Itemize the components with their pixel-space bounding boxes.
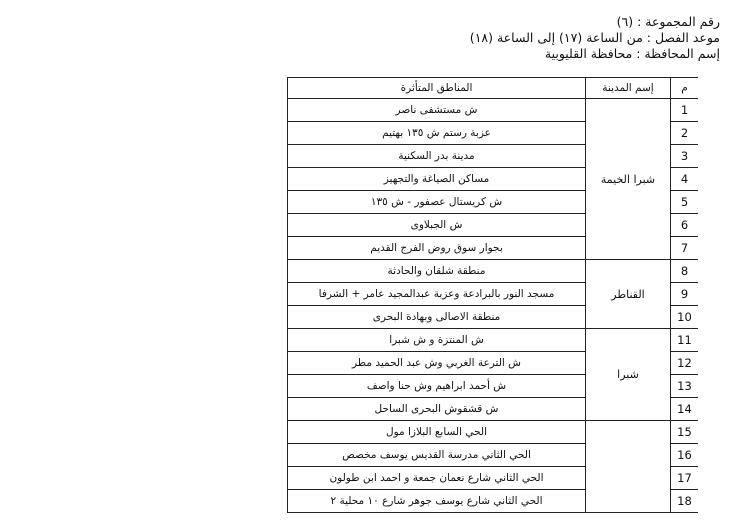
table-body (288, 99, 699, 513)
row-number: 1 (671, 99, 699, 122)
row-number: 16 (671, 444, 699, 467)
affected-area-cell: ش الترعة الغربي وش عبد الحميد مطر (288, 352, 586, 375)
city-cell: شبرا (586, 329, 671, 421)
row-number: 15 (671, 421, 699, 444)
affected-area-cell: مسجد النور بالبرادعة وعزبة عبدالمجيد عامر + الشرفا (288, 283, 586, 306)
city-cell: شبرا الخيمة (586, 99, 671, 260)
row-number: 13 (671, 375, 699, 398)
header-areas: المناطق المتأثرة (288, 78, 586, 99)
table-row (288, 329, 699, 352)
row-number: 8 (671, 260, 699, 283)
affected-area-cell: بجوار سوق روض الفرج القديم (288, 237, 586, 260)
affected-area-cell: الحي الثاني مدرسة القديس يوسف مخصص (288, 444, 586, 467)
affected-area-cell: الحي السابع البلازا مول (288, 421, 586, 444)
affected-area-cell: ش مستشفى ناصر (288, 99, 586, 122)
affected-area-cell: ش المنتزة و ش شبرا (288, 329, 586, 352)
affected-area-cell: الحي الثاني شارع يوسف جوهر شارع ١٠ محلية ٢ (288, 490, 586, 513)
table-header-row (288, 78, 699, 99)
affected-area-cell: عزبة رستم ش ١٣٥ بهتيم (288, 122, 586, 145)
city-cell (586, 421, 671, 513)
cut-time-line: موعد الفصل : من الساعة (١٧) إلى الساعة (١٨) (469, 30, 720, 45)
affected-areas-table-container (287, 77, 698, 530)
row-number: 18 (671, 490, 699, 513)
row-number: 4 (671, 168, 699, 191)
row-number: 2 (671, 122, 699, 145)
header-num: م (671, 78, 699, 99)
row-number: 7 (671, 237, 699, 260)
affected-area-cell: منطقة شلقان والحادثة (288, 260, 586, 283)
header-city: إسم المدينة (586, 78, 671, 99)
row-number: 5 (671, 191, 699, 214)
affected-areas-table (287, 77, 698, 513)
row-number: 12 (671, 352, 699, 375)
affected-area-cell: الحي الثاني شارع نعمان جمعة و احمد ابن طولون (288, 467, 586, 490)
affected-area-cell: مدينة بدر السكنية (288, 145, 586, 168)
table-row (288, 421, 699, 444)
row-number: 11 (671, 329, 699, 352)
affected-area-cell: مساكن الصياغة والتجهيز (288, 168, 586, 191)
affected-area-cell: ش قشقوش البحرى الساحل (288, 398, 586, 421)
governorate-line: إسم المحافظة : محافظة القليوبية (544, 46, 720, 61)
document-header (470, 14, 720, 62)
table-row (288, 99, 699, 122)
affected-area-cell: ش الجبلاوى (288, 214, 586, 237)
group-number-line: رقم المجموعة : (٦) (616, 14, 720, 29)
affected-area-cell: منطقة الاصالى وبهادة البحرى (288, 306, 586, 329)
row-number: 10 (671, 306, 699, 329)
affected-area-cell: ش أحمد ابراهيم وش حنا واصف (288, 375, 586, 398)
affected-area-cell: ش كريستال عصفور - ش ١٣٥ (288, 191, 586, 214)
row-number: 6 (671, 214, 699, 237)
row-number: 17 (671, 467, 699, 490)
row-number: 3 (671, 145, 699, 168)
table-row (288, 260, 699, 283)
row-number: 9 (671, 283, 699, 306)
row-number: 14 (671, 398, 699, 421)
city-cell: القناطر (586, 260, 671, 329)
